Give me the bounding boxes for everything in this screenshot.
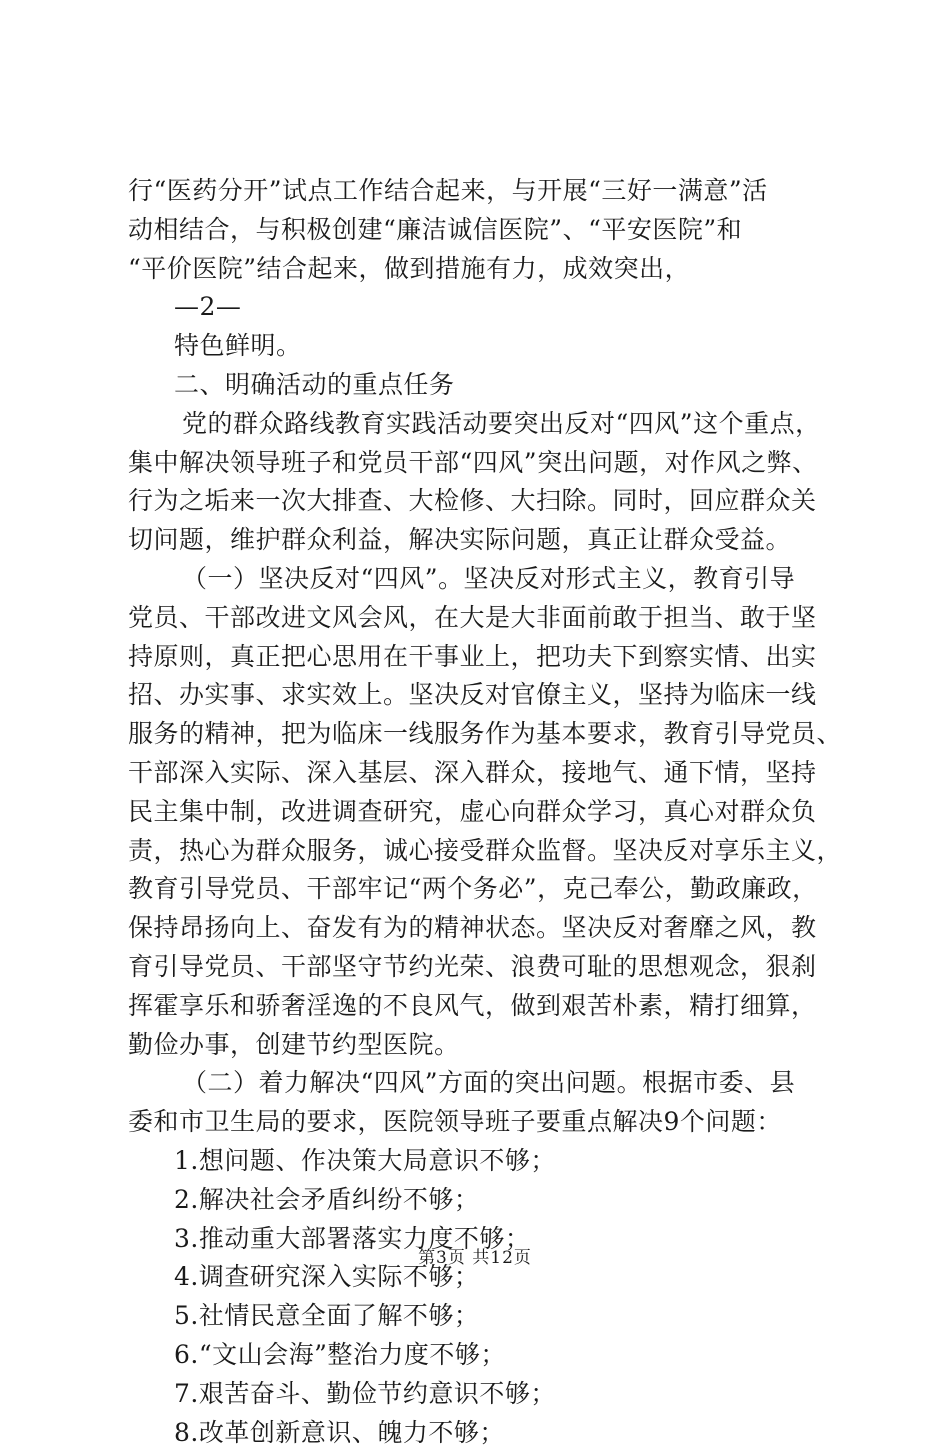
text-line: —2—	[128, 288, 828, 327]
text-line: 教育引导党员、干部牢记“两个务必”，克己奉公，勤政廉政，	[128, 870, 828, 909]
text-line: “平价医院”结合起来，做到措施有力，成效突出，	[128, 250, 828, 289]
text-line: 招、办实事、求实效上。坚决反对官僚主义，坚持为临床一线	[128, 676, 828, 715]
text-line: 行为之垢来一次大排查、大检修、大扫除。同时，回应群众关	[128, 482, 828, 521]
text-line: （二）着力解决“四风”方面的突出问题。根据市委、县	[128, 1064, 828, 1103]
page-footer: 第3页 共12页	[0, 1243, 950, 1268]
text-line: 保持昂扬向上、奋发有为的精神状态。坚决反对奢靡之风，教	[128, 909, 828, 948]
text-line: 7.艰苦奋斗、勤俭节约意识不够；	[128, 1375, 828, 1414]
text-line: 责，热心为群众服务，诚心接受群众监督。坚决反对享乐主义，	[128, 832, 828, 871]
text-line: 特色鲜明。	[128, 327, 828, 366]
text-line: 党员、干部改进文风会风，在大是大非面前敢于担当、敢于坚	[128, 599, 828, 638]
text-line: 党的群众路线教育实践活动要突出反对“四风”这个重点，	[128, 405, 828, 444]
text-line: （一）坚决反对“四风”。坚决反对形式主义，教育引导	[128, 560, 828, 599]
text-line: 二、明确活动的重点任务	[128, 366, 828, 405]
text-line: 民主集中制，改进调查研究，虚心向群众学习，真心对群众负	[128, 793, 828, 832]
text-line: 4.调查研究深入实际不够；	[128, 1258, 828, 1297]
text-line: 8.改革创新意识、魄力不够；	[128, 1414, 828, 1452]
text-line: 委和市卫生局的要求，医院领导班子要重点解决9个问题：	[128, 1103, 828, 1142]
text-line: 服务的精神，把为临床一线服务作为基本要求，教育引导党员、	[128, 715, 828, 754]
text-line: 3.推动重大部署落实力度不够；	[128, 1220, 828, 1259]
text-line: 切问题，维护群众利益，解决实际问题，真正让群众受益。	[128, 521, 828, 560]
text-line: 挥霍享乐和骄奢淫逸的不良风气，做到艰苦朴素，精打细算，	[128, 987, 828, 1026]
text-line: 勤俭办事，创建节约型医院。	[128, 1026, 828, 1065]
text-line: 持原则，真正把心思用在干事业上，把功夫下到察实情、出实	[128, 638, 828, 677]
text-line: 育引导党员、干部坚守节约光荣、浪费可耻的思想观念，狠刹	[128, 948, 828, 987]
text-line: 5.社情民意全面了解不够；	[128, 1297, 828, 1336]
text-line: 干部深入实际、深入基层、深入群众，接地气、通下情，坚持	[128, 754, 828, 793]
text-line: 动相结合，与积极创建“廉洁诚信医院”、“平安医院”和	[128, 211, 828, 250]
text-line: 6.“文山会海”整治力度不够；	[128, 1336, 828, 1375]
text-line: 2.解决社会矛盾纠纷不够；	[128, 1181, 828, 1220]
text-line: 集中解决领导班子和党员干部“四风”突出问题，对作风之弊、	[128, 444, 828, 483]
text-line: 1.想问题、作决策大局意识不够；	[128, 1142, 828, 1181]
text-line: 行“医药分开”试点工作结合起来，与开展“三好一满意”活	[128, 172, 828, 211]
